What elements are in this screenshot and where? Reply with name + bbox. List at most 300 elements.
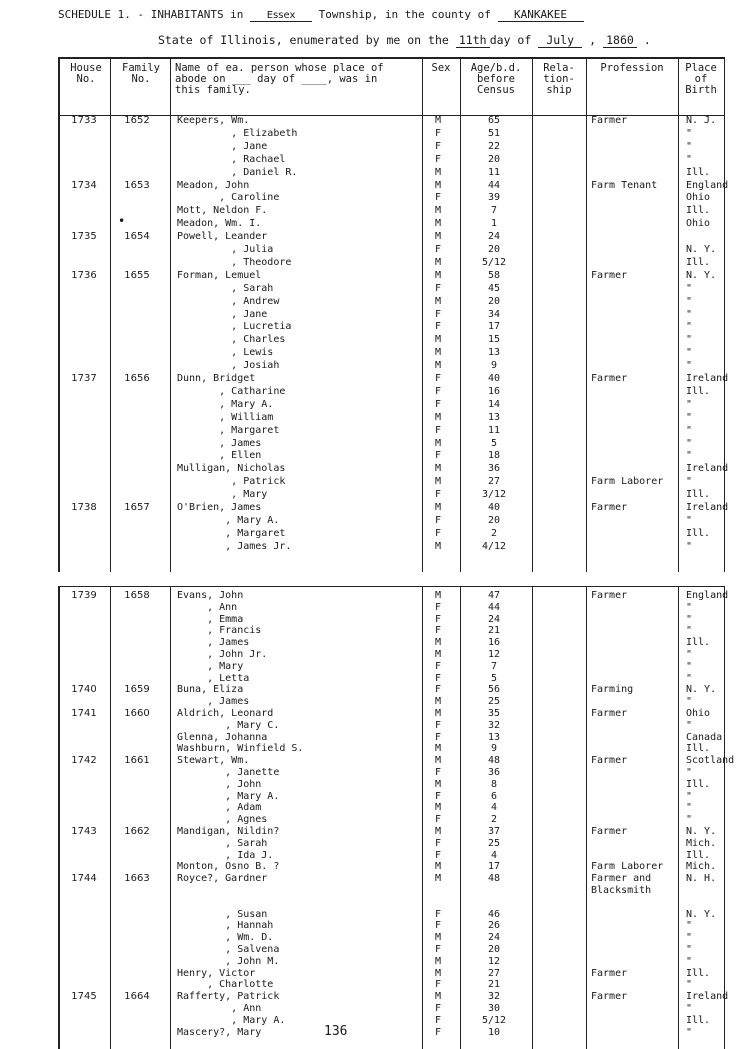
age: 3/12	[481, 489, 507, 501]
person-name: , Caroline	[177, 192, 280, 204]
place-of-birth: Ill.	[686, 489, 711, 501]
table-row	[60, 528, 724, 541]
table-row	[60, 205, 724, 218]
sex: M	[434, 463, 442, 475]
table-row	[60, 321, 724, 334]
family-no: 1663	[124, 873, 150, 885]
table-row	[60, 463, 729, 476]
place-of-birth: "	[686, 411, 693, 423]
page-number: 136	[324, 1024, 348, 1039]
table-row	[60, 347, 724, 360]
age: 20	[487, 153, 501, 165]
enumeration-day: 11th	[456, 33, 490, 48]
place-of-birth: "	[686, 540, 693, 552]
age: 24	[487, 932, 501, 944]
person-name: , Mary	[177, 489, 268, 501]
person-name: , James	[177, 637, 250, 649]
col-relationship: Rela- tion- ship	[543, 62, 575, 96]
table-row	[60, 438, 724, 451]
age: 26	[487, 920, 501, 932]
house-no: 1742	[71, 755, 97, 767]
person-name: Mott, Neldon F.	[177, 205, 268, 217]
sex: F	[434, 908, 442, 920]
place-of-birth: England	[686, 179, 729, 191]
place-of-birth: Ill.	[686, 637, 711, 649]
table-row	[60, 154, 724, 167]
profession: Farmer and	[591, 873, 652, 885]
profession: Farm Laborer	[591, 476, 664, 488]
age: 22	[487, 140, 501, 152]
person-name: Mandigan, Nildin?	[177, 826, 280, 837]
age: 51	[487, 127, 501, 139]
place-of-birth: Ill.	[686, 385, 711, 397]
sex: M	[434, 437, 442, 449]
person-name: , Josiah	[177, 360, 280, 372]
person-name: , Charles	[177, 334, 286, 346]
person-name: , Susan	[177, 908, 268, 920]
age: 10	[487, 1026, 501, 1038]
place-of-birth: "	[686, 719, 693, 731]
person-name: Henry, Victor	[177, 967, 256, 979]
place-of-birth: "	[686, 347, 693, 359]
sex: M	[434, 708, 442, 719]
sex: F	[434, 944, 442, 955]
person-name: Mulligan, Nicholas	[177, 463, 286, 475]
sex: F	[434, 514, 442, 526]
person-name: , Lewis	[177, 347, 274, 359]
family-no: 1658	[124, 590, 150, 601]
age: 6	[490, 790, 498, 802]
place-of-birth: "	[686, 153, 693, 165]
person-name: , Adam	[177, 802, 262, 814]
person-name: , Ellen	[177, 450, 262, 462]
profession: Farm Tenant	[591, 179, 658, 191]
age: 11	[487, 166, 501, 178]
place-of-birth: "	[686, 649, 693, 660]
sex: M	[434, 218, 442, 230]
sex: M	[434, 967, 442, 979]
age: 13	[487, 347, 501, 359]
place-of-birth: N. H.	[686, 873, 717, 885]
enumeration-mid: day of	[489, 33, 539, 47]
person-name: , Letta	[177, 672, 250, 684]
age: 7	[490, 660, 498, 672]
sex: F	[434, 244, 442, 255]
age: 5/12	[481, 1014, 507, 1026]
profession: Farmer	[591, 755, 628, 767]
sex: F	[434, 1003, 442, 1014]
sex: F	[434, 153, 442, 165]
sex: M	[434, 347, 442, 359]
place-of-birth: England	[686, 590, 729, 601]
place-of-birth: "	[686, 140, 693, 152]
place-of-birth: "	[686, 1026, 693, 1038]
age: 20	[487, 244, 501, 255]
col-family-no: Family No.	[122, 62, 160, 85]
table-row	[60, 128, 724, 141]
place-of-birth: "	[686, 955, 693, 967]
place-of-birth: Ohio	[686, 192, 711, 204]
table-row	[60, 476, 724, 489]
age: 9	[490, 743, 498, 755]
table-row	[60, 179, 729, 193]
sex: M	[434, 743, 442, 755]
age: 34	[487, 308, 501, 320]
place-of-birth: "	[686, 282, 693, 294]
col-place-of-birth: Place of Birth	[685, 62, 717, 96]
place-of-birth: N. Y.	[686, 826, 717, 837]
place-of-birth: "	[686, 920, 693, 932]
age: 24	[487, 231, 501, 243]
table-row	[60, 270, 724, 283]
sex: M	[434, 637, 442, 649]
census-table-top	[58, 57, 729, 572]
age: 56	[487, 684, 501, 696]
place-of-birth: "	[686, 814, 693, 826]
sex: F	[434, 140, 442, 152]
person-name: , Janette	[177, 767, 280, 778]
family-no: 1654	[124, 231, 150, 243]
place-of-birth: Scotland	[686, 755, 735, 767]
person-name: , Wm. D.	[177, 932, 274, 944]
sex: F	[434, 767, 442, 778]
place-of-birth: "	[686, 308, 693, 320]
sex: F	[434, 731, 442, 743]
place-of-birth: "	[686, 514, 693, 526]
table-row	[60, 515, 724, 528]
col-house-no: House No.	[70, 62, 102, 85]
place-of-birth: Ireland	[686, 991, 729, 1003]
place-of-birth: "	[686, 437, 693, 449]
person-name: Monton, Osno B. ?	[177, 861, 280, 873]
sex: M	[434, 295, 442, 307]
age: 2	[490, 527, 498, 539]
age: 14	[487, 398, 501, 410]
sex: F	[434, 127, 442, 139]
person-name: , Elizabeth	[177, 127, 298, 139]
person-name: Powell, Leander	[177, 231, 268, 243]
person-name: , Ann	[177, 601, 238, 613]
person-name: , Charlotte	[177, 979, 274, 991]
sex: F	[434, 613, 442, 625]
house-no: 1743	[71, 826, 97, 837]
profession: Blacksmith	[591, 885, 652, 896]
place-of-birth: "	[686, 625, 693, 637]
person-name: , Jane	[177, 308, 268, 320]
age: 25	[487, 696, 501, 708]
person-name: Keepers, Wm.	[177, 115, 250, 126]
age: 18	[487, 450, 501, 462]
age: 48	[487, 755, 501, 767]
sex: F	[434, 282, 442, 294]
sex: F	[434, 192, 442, 204]
age: 32	[487, 991, 501, 1003]
age: 20	[487, 295, 501, 307]
person-name: , James	[177, 696, 250, 708]
sex: M	[434, 334, 442, 346]
person-name: , James Jr.	[177, 540, 292, 552]
age: 35	[487, 708, 501, 719]
sex: F	[434, 814, 442, 826]
table-row	[60, 257, 724, 270]
person-name: , Salvena	[177, 944, 280, 955]
age: 40	[487, 373, 501, 384]
enumeration-sep: ,	[582, 33, 603, 47]
age: 27	[487, 967, 501, 979]
table-row	[60, 283, 724, 296]
family-no: 1657	[124, 502, 150, 513]
place-of-birth: N. Y.	[686, 244, 717, 255]
place-of-birth: "	[686, 1003, 693, 1014]
house-no: 1735	[71, 231, 97, 243]
age: 12	[487, 649, 501, 660]
col-age: Age/b.d. before Census	[470, 62, 522, 96]
age: 24	[487, 613, 501, 625]
person-name: , Agnes	[177, 814, 268, 826]
sex: M	[434, 411, 442, 423]
township-name: Essex	[250, 10, 312, 22]
person-name: , Mary A.	[177, 514, 280, 526]
place-of-birth: Ill.	[686, 256, 711, 268]
place-of-birth: "	[686, 321, 693, 333]
person-name: , Margaret	[177, 527, 286, 539]
place-of-birth: Ohio	[686, 218, 711, 230]
house-no: 1740	[71, 684, 97, 696]
age: 40	[487, 502, 501, 513]
person-name: Meadon, Wm. I.	[177, 218, 262, 230]
place-of-birth: Ill.	[686, 849, 711, 861]
sex: M	[434, 778, 442, 790]
sex: M	[434, 166, 442, 178]
person-name: , Hannah	[177, 920, 274, 932]
family-no: 1655	[124, 269, 150, 281]
schedule-title-line	[58, 8, 584, 22]
place-of-birth: "	[686, 944, 693, 955]
sex: F	[434, 1026, 442, 1038]
sex: M	[434, 755, 442, 767]
sex: F	[434, 601, 442, 613]
place-of-birth: "	[686, 672, 693, 684]
place-of-birth: "	[686, 932, 693, 944]
person-name: Washburn, Winfield S.	[177, 743, 304, 755]
family-no: 1653	[124, 179, 150, 191]
age: 4/12	[481, 540, 507, 552]
place-of-birth: "	[686, 802, 693, 814]
sex: M	[434, 256, 442, 268]
house-no: 1738	[71, 502, 97, 513]
person-name: Buna, Eliza	[177, 684, 244, 696]
age: 30	[487, 1003, 501, 1014]
sex: M	[434, 231, 442, 243]
person-name: , Mary A.	[177, 1014, 286, 1026]
person-name: , Margaret	[177, 424, 280, 436]
age: 21	[487, 979, 501, 991]
table-row	[60, 489, 724, 502]
table-row	[60, 141, 724, 154]
sex: F	[434, 672, 442, 684]
sex: F	[434, 660, 442, 672]
person-name: , Julia	[177, 244, 274, 255]
person-name: , John M.	[177, 955, 280, 967]
place-of-birth: Mich.	[686, 837, 717, 849]
place-of-birth: "	[686, 360, 693, 372]
table-row	[60, 334, 724, 347]
table-row	[60, 231, 724, 244]
sex: M	[434, 179, 442, 191]
sex: M	[434, 826, 442, 837]
person-name: O'Brien, James	[177, 502, 262, 513]
sex: M	[434, 802, 442, 814]
place-of-birth: Ill.	[686, 527, 711, 539]
sex: F	[434, 719, 442, 731]
age: 32	[487, 719, 501, 731]
enumeration-line	[158, 33, 651, 48]
place-of-birth: Ill.	[686, 967, 711, 979]
place-of-birth: "	[686, 450, 693, 462]
person-name: , Francis	[177, 625, 262, 637]
table-row	[60, 115, 724, 128]
table-row	[60, 296, 724, 309]
table-row	[60, 425, 724, 438]
profession: Farmer	[591, 373, 628, 384]
sex: M	[434, 873, 442, 885]
sex: F	[434, 1014, 442, 1026]
person-name: Glenna, Johanna	[177, 731, 268, 743]
age: 16	[487, 637, 501, 649]
profession: Farmer	[591, 115, 628, 126]
enumeration-end: .	[636, 33, 651, 47]
age: 5	[490, 437, 498, 449]
person-name: , Mary C.	[177, 719, 280, 731]
place-of-birth: Ill.	[686, 205, 711, 217]
sex: F	[434, 837, 442, 849]
sex: F	[434, 920, 442, 932]
sex: M	[434, 269, 442, 281]
sex: F	[434, 527, 442, 539]
schedule-title-mid: Township, in the county of	[312, 8, 498, 21]
family-no: 1660	[124, 708, 150, 719]
age: 36	[487, 767, 501, 778]
age: 45	[487, 282, 501, 294]
table-row	[60, 386, 724, 399]
age: 36	[487, 463, 501, 475]
house-no: 1733	[71, 115, 97, 126]
age: 15	[487, 334, 501, 346]
person-name: , James	[177, 437, 262, 449]
table-row	[60, 399, 724, 412]
sex: M	[434, 540, 442, 552]
sex: F	[434, 790, 442, 802]
table-row	[60, 1027, 724, 1040]
age: 4	[490, 849, 498, 861]
age: 37	[487, 826, 501, 837]
place-of-birth: N. J.	[686, 115, 717, 126]
person-name: , Patrick	[177, 476, 286, 488]
house-no: 1745	[71, 991, 97, 1003]
person-name: Meadon, John	[177, 179, 250, 191]
age: 11	[487, 424, 501, 436]
table-row	[60, 360, 724, 373]
person-name: Dunn, Bridget	[177, 373, 256, 384]
age: 8	[490, 778, 498, 790]
person-name: , Catharine	[177, 385, 286, 397]
table-row	[60, 309, 724, 322]
place-of-birth: "	[686, 660, 693, 672]
person-name: , Lucretia	[177, 321, 292, 333]
family-no: 1652	[124, 115, 150, 126]
family-no: 1664	[124, 991, 150, 1003]
place-of-birth: N. Y.	[686, 269, 717, 281]
profession: Farming	[591, 684, 634, 696]
place-of-birth: Ill.	[686, 778, 711, 790]
profession: Farmer	[591, 502, 628, 513]
schedule-title-prefix: SCHEDULE 1. - INHABITANTS in	[58, 8, 251, 21]
age: 13	[487, 731, 501, 743]
sex: F	[434, 684, 442, 696]
family-no: 1661	[124, 755, 150, 767]
sex: F	[434, 385, 442, 397]
age: 20	[487, 944, 501, 955]
place-of-birth: Ill.	[686, 1014, 711, 1026]
profession: Farmer	[591, 991, 628, 1003]
sex: F	[434, 450, 442, 462]
sex: F	[434, 321, 442, 333]
age: 17	[487, 861, 501, 873]
place-of-birth: "	[686, 790, 693, 802]
person-name: , Daniel R.	[177, 166, 298, 178]
house-no: 1737	[71, 373, 97, 384]
age: 39	[487, 192, 501, 204]
person-name: Mascery?, Mary	[177, 1026, 262, 1038]
person-name: , Sarah	[177, 837, 268, 849]
age: 13	[487, 411, 501, 423]
person-name: Royce?, Gardner	[177, 873, 268, 885]
person-name: , John Jr.	[177, 649, 268, 660]
place-of-birth: N. Y.	[686, 908, 717, 920]
census-table-bottom	[58, 586, 735, 1049]
person-name: Evans, John	[177, 590, 244, 601]
person-name: Aldrich, Leonard	[177, 708, 274, 719]
person-name: , Ann	[177, 1003, 262, 1014]
person-name: , Mary	[177, 660, 244, 672]
person-name: , Emma	[177, 613, 244, 625]
family-no: 1659	[124, 684, 150, 696]
age: 1	[490, 218, 498, 230]
person-name: , Mary A.	[177, 398, 274, 410]
age: 21	[487, 625, 501, 637]
house-no: 1734	[71, 179, 97, 191]
age: 17	[487, 321, 501, 333]
table-row	[60, 412, 724, 425]
sex: M	[434, 590, 442, 601]
place-of-birth: "	[686, 601, 693, 613]
sex: M	[434, 991, 442, 1003]
table-row	[60, 502, 729, 515]
age: 48	[487, 873, 501, 885]
house-no: 1739	[71, 590, 97, 601]
enumeration-month: July	[538, 33, 582, 48]
sex: M	[434, 932, 442, 944]
sex: M	[434, 205, 442, 217]
profession: Farmer	[591, 826, 628, 837]
place-of-birth: Ohio	[686, 708, 711, 719]
col-profession: Profession	[600, 62, 664, 74]
family-no: 1656	[124, 373, 150, 384]
age: 44	[487, 601, 501, 613]
person-name: , Andrew	[177, 295, 280, 307]
place-of-birth: Ireland	[686, 502, 729, 513]
age: 25	[487, 837, 501, 849]
